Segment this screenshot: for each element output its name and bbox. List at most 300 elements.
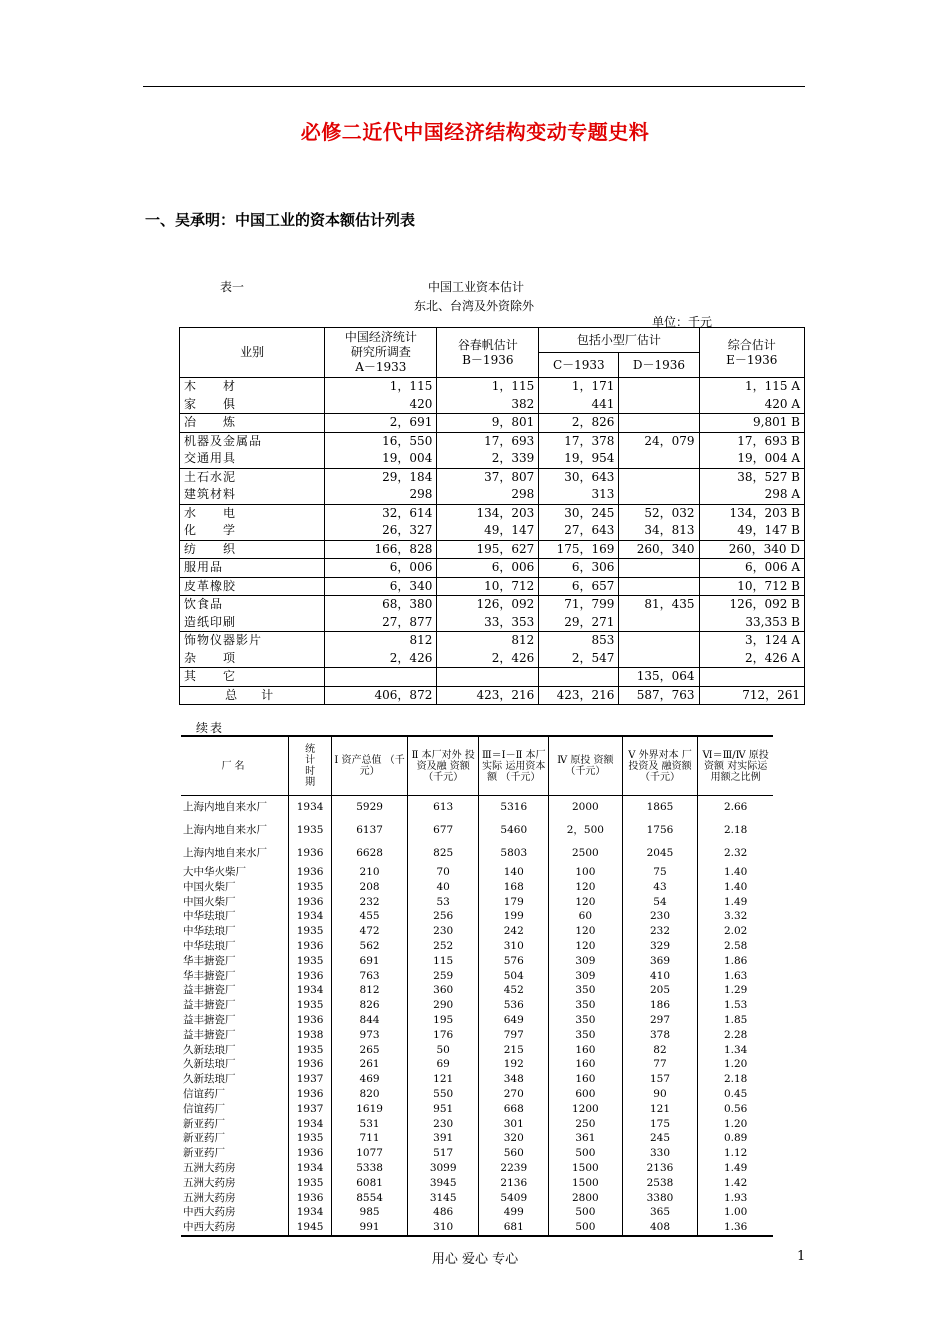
- cell-year: 1936: [288, 1013, 331, 1028]
- table-row: [180, 486, 805, 504]
- cell-c: 71，799: [539, 596, 619, 614]
- cell-c: 6，306: [539, 559, 619, 578]
- cell-year: 1935: [288, 1176, 331, 1191]
- header-vi: Ⅵ＝Ⅲ/Ⅳ 原投资额 对实际运 用额之比例: [698, 736, 773, 796]
- cell-b: 382: [437, 396, 539, 414]
- cell-d: [619, 378, 699, 396]
- cell-year: 1935: [288, 998, 331, 1013]
- cell-iv: 500: [549, 1146, 623, 1161]
- cell-iv: 160: [549, 1072, 623, 1087]
- cell-v: 175: [622, 1117, 698, 1132]
- cell-name: 家 俱: [180, 396, 325, 414]
- cell-name: 造纸印刷: [180, 614, 325, 632]
- cell-year: 1934: [288, 983, 331, 998]
- cell-d: 34，813: [619, 522, 699, 540]
- cell-i: 991: [332, 1220, 408, 1236]
- cell-vi: 3.32: [698, 909, 773, 924]
- cell-name: 纺 织: [180, 540, 325, 559]
- cell-iv: 1500: [549, 1176, 623, 1191]
- cell-iv: 350: [549, 1028, 623, 1043]
- cell-b: 423，216: [437, 686, 539, 705]
- table-row: [180, 596, 805, 614]
- cell-d: [619, 577, 699, 596]
- table-row: [180, 686, 805, 705]
- cell-v: 297: [622, 1013, 698, 1028]
- cell-ii: 230: [407, 924, 479, 939]
- cell-year: 1934: [288, 1161, 331, 1176]
- cell-c: 29，271: [539, 614, 619, 632]
- cell-b: 134，203: [437, 504, 539, 522]
- cell-year: 1936: [288, 939, 331, 954]
- cell-iii: 192: [479, 1057, 549, 1072]
- cell-iii: 668: [479, 1102, 549, 1117]
- cell-i: 1619: [332, 1102, 408, 1117]
- cell-d: 260，340: [619, 540, 699, 559]
- header-industry: 业别: [180, 328, 325, 378]
- cell-name: 信谊药厂: [183, 1102, 225, 1115]
- cell-name: 其 它: [180, 668, 325, 687]
- cell-d: 135，064: [619, 668, 699, 687]
- cell-year: 1945: [288, 1220, 331, 1236]
- cell-a: 2，691: [325, 414, 437, 433]
- cell-name: 中国火柴厂: [183, 895, 236, 908]
- table-row: [181, 1220, 773, 1236]
- cell-i: 455: [332, 909, 408, 924]
- cell-d: [619, 559, 699, 578]
- header-c: C－1933: [539, 353, 619, 378]
- cell-iii: 504: [479, 969, 549, 984]
- cell-iv: 250: [549, 1117, 623, 1132]
- cell-ii: 517: [407, 1146, 479, 1161]
- cell-iii: 797: [479, 1028, 549, 1043]
- cell-iii: 681: [479, 1220, 549, 1236]
- cell-name: 上海内地自来水厂: [183, 801, 267, 814]
- cell-iv: 2000: [549, 796, 623, 820]
- cell-v: 232: [622, 924, 698, 939]
- cell-vi: 0.56: [698, 1102, 773, 1117]
- cell-name: 中华珐琅厂: [183, 925, 236, 938]
- cell-b: 6，006: [437, 559, 539, 578]
- cell-ii: 310: [407, 1220, 479, 1236]
- cell-c: 441: [539, 396, 619, 414]
- table-row: [181, 1146, 773, 1161]
- cell-year: 1934: [288, 1205, 331, 1220]
- cell-year: 1936: [288, 895, 331, 910]
- table-row: [180, 650, 805, 668]
- cell-vi: 1.63: [698, 969, 773, 984]
- cell-c: 30，245: [539, 504, 619, 522]
- factory-capital-table: [181, 735, 773, 1237]
- cell-e: [699, 668, 804, 687]
- cell-name: 五洲大药房: [183, 1176, 236, 1189]
- cell-v: 369: [622, 954, 698, 969]
- cell-i: 6081: [332, 1176, 408, 1191]
- cell-iii: 270: [479, 1087, 549, 1102]
- cell-b: 37，807: [437, 468, 539, 486]
- cell-vi: 2.66: [698, 796, 773, 820]
- cell-iv: 309: [549, 954, 623, 969]
- cell-i: 711: [332, 1131, 408, 1146]
- cell-vi: 0.89: [698, 1131, 773, 1146]
- cell-name: 饮食品: [180, 596, 325, 614]
- cell-d: [619, 468, 699, 486]
- cell-b: 10，712: [437, 577, 539, 596]
- table-row: [181, 1176, 773, 1191]
- cell-iii: 560: [479, 1146, 549, 1161]
- cell-v: 2136: [622, 1161, 698, 1176]
- cell-name: 中华珐琅厂: [183, 910, 236, 923]
- cell-i: 691: [332, 954, 408, 969]
- table-row: [181, 880, 773, 895]
- cell-name: 久新珐琅厂: [183, 1058, 236, 1071]
- cell-d: 81，435: [619, 596, 699, 614]
- cell-vi: 2.18: [698, 1072, 773, 1087]
- cell-year: 1935: [288, 1131, 331, 1146]
- cell-b: 298: [437, 486, 539, 504]
- table-row: [181, 983, 773, 998]
- cell-e: 1，115 A: [699, 378, 804, 396]
- header-rule: [143, 86, 805, 87]
- cell-year: 1936: [288, 1057, 331, 1072]
- cell-name: 五洲大药房: [183, 1161, 236, 1174]
- cell-e: 3，124 A: [699, 632, 804, 650]
- cell-iv: 2500: [549, 842, 623, 865]
- cell-c: 30，643: [539, 468, 619, 486]
- cell-year: 1938: [288, 1028, 331, 1043]
- cell-year: 1935: [288, 1043, 331, 1058]
- cell-i: 985: [332, 1205, 408, 1220]
- cell-ii: 50: [407, 1043, 479, 1058]
- cell-b: 812: [437, 632, 539, 650]
- cell-name: 久新珐琅厂: [183, 1073, 236, 1086]
- cell-year: 1934: [288, 796, 331, 820]
- cell-vi: 1.12: [698, 1146, 773, 1161]
- cell-v: 365: [622, 1205, 698, 1220]
- cell-iii: 310: [479, 939, 549, 954]
- cell-ii: 825: [407, 842, 479, 865]
- cell-iii: 649: [479, 1013, 549, 1028]
- cell-v: 1756: [622, 819, 698, 842]
- cell-v: 230: [622, 909, 698, 924]
- cell-ii: 121: [407, 1072, 479, 1087]
- table-row: [181, 1161, 773, 1176]
- table-row: [181, 939, 773, 954]
- cell-e: 17，693 B: [699, 432, 804, 450]
- cell-a: 406，872: [325, 686, 437, 705]
- cell-a: 166，828: [325, 540, 437, 559]
- cell-i: 232: [332, 895, 408, 910]
- cell-e: 9,801 B: [699, 414, 804, 433]
- header-b: 谷春帆估计 B－1936: [437, 328, 539, 378]
- header-v: Ⅴ 外界对本 厂投资及 融资额 （千元）: [622, 736, 698, 796]
- cell-name: 华丰搪瓷厂: [183, 954, 236, 967]
- cell-e: 6，006 A: [699, 559, 804, 578]
- cell-iii: 215: [479, 1043, 549, 1058]
- table2-body: [181, 796, 773, 1236]
- table-row: [181, 1102, 773, 1117]
- cell-a: 6，340: [325, 577, 437, 596]
- cell-name: 化 学: [180, 522, 325, 540]
- table-row: [181, 895, 773, 910]
- cell-name: 新亚药厂: [183, 1147, 225, 1160]
- cell-v: 75: [622, 865, 698, 880]
- table-row: [181, 954, 773, 969]
- cell-vi: 1.36: [698, 1220, 773, 1236]
- cell-year: 1936: [288, 969, 331, 984]
- cell-year: 1936: [288, 1191, 331, 1206]
- cell-v: 329: [622, 939, 698, 954]
- cell-b: 17，693: [437, 432, 539, 450]
- cell-vi: 1.53: [698, 998, 773, 1013]
- table1-title: 中国工业资本估计: [428, 280, 525, 294]
- cell-iii: 499: [479, 1205, 549, 1220]
- cell-year: 1935: [288, 819, 331, 842]
- table-row: [181, 1013, 773, 1028]
- header-iv: Ⅳ 原投 资额 （千元）: [549, 736, 623, 796]
- cell-v: 1865: [622, 796, 698, 820]
- cell-iii: 179: [479, 895, 549, 910]
- cell-name: 总 计: [180, 686, 325, 705]
- table-row: [181, 1043, 773, 1058]
- cell-b: [437, 668, 539, 687]
- cell-b: 1，115: [437, 378, 539, 396]
- cell-year: 1934: [288, 909, 331, 924]
- cell-iii: 452: [479, 983, 549, 998]
- cell-year: 1935: [288, 924, 331, 939]
- cell-iv: 350: [549, 983, 623, 998]
- cell-e: 260，340 D: [699, 540, 804, 559]
- cell-iii: 348: [479, 1072, 549, 1087]
- cell-v: 54: [622, 895, 698, 910]
- cell-name: 上海内地自来水厂: [183, 847, 267, 860]
- footer-text: 用心 爱心 专心: [431, 1252, 519, 1267]
- table-row: [181, 909, 773, 924]
- cell-iii: 320: [479, 1131, 549, 1146]
- cell-name: 机器及金属品: [180, 432, 325, 450]
- cell-name: 木 材: [180, 378, 325, 396]
- cell-vi: 0.45: [698, 1087, 773, 1102]
- table-row: [180, 614, 805, 632]
- cell-i: 261: [332, 1057, 408, 1072]
- cell-c: 27，643: [539, 522, 619, 540]
- cell-ii: 252: [407, 939, 479, 954]
- cell-iv: 309: [549, 969, 623, 984]
- cell-name: 中西大药房: [183, 1206, 236, 1219]
- cell-e: 298 A: [699, 486, 804, 504]
- table-row: [181, 796, 773, 820]
- cell-v: 2538: [622, 1176, 698, 1191]
- cell-i: 6137: [332, 819, 408, 842]
- cell-year: 1937: [288, 1102, 331, 1117]
- cell-a: [325, 668, 437, 687]
- cell-c: 423，216: [539, 686, 619, 705]
- table-row: [180, 378, 805, 396]
- header-cd-group: 包括小型厂估计: [539, 328, 699, 353]
- cell-ii: 3945: [407, 1176, 479, 1191]
- cell-name: 皮革橡胶: [180, 577, 325, 596]
- cell-e: 49，147 B: [699, 522, 804, 540]
- cell-vi: 1.29: [698, 983, 773, 998]
- table-row: [181, 842, 773, 865]
- cell-i: 469: [332, 1072, 408, 1087]
- cell-year: 1936: [288, 842, 331, 865]
- cell-ii: 115: [407, 954, 479, 969]
- cell-a: 2，426: [325, 650, 437, 668]
- header-period: 统计时期: [288, 736, 331, 796]
- cell-e: 2，426 A: [699, 650, 804, 668]
- cell-v: 408: [622, 1220, 698, 1236]
- cell-vi: 1.20: [698, 1057, 773, 1072]
- cell-vi: 1.86: [698, 954, 773, 969]
- table-row: [180, 577, 805, 596]
- cell-name: 服用品: [180, 559, 325, 578]
- header-e: 综合估计 E－1936: [699, 328, 804, 378]
- cell-ii: 40: [407, 880, 479, 895]
- cell-b: 195，627: [437, 540, 539, 559]
- cell-v: 90: [622, 1087, 698, 1102]
- cell-vi: 2.02: [698, 924, 773, 939]
- cell-c: 2，547: [539, 650, 619, 668]
- cell-d: 24，079: [619, 432, 699, 450]
- cell-i: 1077: [332, 1146, 408, 1161]
- cell-vi: 1.20: [698, 1117, 773, 1132]
- cell-name: 饰物仪器影片: [180, 632, 325, 650]
- table-row: [181, 1131, 773, 1146]
- cell-iv: 2，500: [549, 819, 623, 842]
- document-title: 必修二近代中国经济结构变动专题史料: [300, 120, 650, 144]
- cell-iv: 100: [549, 865, 623, 880]
- cell-d: 587，763: [619, 686, 699, 705]
- cell-iv: 1200: [549, 1102, 623, 1117]
- cell-ii: 3145: [407, 1191, 479, 1206]
- cell-name: 华丰搪瓷厂: [183, 969, 236, 982]
- cell-year: 1935: [288, 954, 331, 969]
- cell-vi: 1.00: [698, 1205, 773, 1220]
- cell-i: 562: [332, 939, 408, 954]
- table-row: [180, 396, 805, 414]
- cell-ii: 230: [407, 1117, 479, 1132]
- cell-name: 益丰搪瓷厂: [183, 1013, 236, 1026]
- cell-a: 19，004: [325, 450, 437, 468]
- cell-b: 9，801: [437, 414, 539, 433]
- cell-iv: 350: [549, 998, 623, 1013]
- cell-iii: 242: [479, 924, 549, 939]
- cell-vi: 1.42: [698, 1176, 773, 1191]
- cell-name: 信谊药厂: [183, 1087, 225, 1100]
- cell-vi: 1.49: [698, 1161, 773, 1176]
- cell-a: 27，877: [325, 614, 437, 632]
- cell-year: 1935: [288, 880, 331, 895]
- cell-d: [619, 396, 699, 414]
- cell-iii: 168: [479, 880, 549, 895]
- cell-b: 2，426: [437, 650, 539, 668]
- table-row: [181, 865, 773, 880]
- cell-ii: 3099: [407, 1161, 479, 1176]
- cell-ii: 256: [407, 909, 479, 924]
- cell-i: 472: [332, 924, 408, 939]
- cell-b: 49，147: [437, 522, 539, 540]
- cell-name: 建筑材料: [180, 486, 325, 504]
- header-i: Ⅰ 资产总值 （千元）: [332, 736, 408, 796]
- cell-ii: 613: [407, 796, 479, 820]
- cell-ii: 391: [407, 1131, 479, 1146]
- cell-e: 420 A: [699, 396, 804, 414]
- cell-c: 2，826: [539, 414, 619, 433]
- cell-ii: 290: [407, 998, 479, 1013]
- cell-v: 77: [622, 1057, 698, 1072]
- cell-iv: 120: [549, 895, 623, 910]
- cell-name: 久新珐琅厂: [183, 1043, 236, 1056]
- cell-v: 410: [622, 969, 698, 984]
- cell-v: 3380: [622, 1191, 698, 1206]
- cell-name: 益丰搪瓷厂: [183, 1028, 236, 1041]
- cell-v: 245: [622, 1131, 698, 1146]
- table-row: [181, 819, 773, 842]
- cell-name: 冶 炼: [180, 414, 325, 433]
- cell-a: 32，614: [325, 504, 437, 522]
- cell-name: 大中华火柴厂: [183, 866, 246, 878]
- cell-ii: 259: [407, 969, 479, 984]
- cell-a: 298: [325, 486, 437, 504]
- cell-iii: 5803: [479, 842, 549, 865]
- cell-iii: 199: [479, 909, 549, 924]
- cell-i: 6628: [332, 842, 408, 865]
- cell-year: 1936: [288, 865, 331, 880]
- cell-name: 益丰搪瓷厂: [183, 999, 236, 1012]
- table-row: [180, 414, 805, 433]
- table-row: [181, 969, 773, 984]
- cell-iii: 576: [479, 954, 549, 969]
- cell-iii: 2239: [479, 1161, 549, 1176]
- cell-iii: 2136: [479, 1176, 549, 1191]
- cell-name: 新亚药厂: [183, 1132, 225, 1145]
- cell-i: 763: [332, 969, 408, 984]
- cell-year: 1934: [288, 1117, 331, 1132]
- cell-i: 973: [332, 1028, 408, 1043]
- cell-name: 新亚药厂: [183, 1117, 225, 1130]
- cell-a: 812: [325, 632, 437, 650]
- cell-b: 126，092: [437, 596, 539, 614]
- cell-a: 16，550: [325, 432, 437, 450]
- section-heading: 一、吴承明：中国工业的资本额估计列表: [145, 211, 416, 229]
- cell-vi: 2.32: [698, 842, 773, 865]
- table-row: [180, 522, 805, 540]
- cell-iv: 1500: [549, 1161, 623, 1176]
- cell-e: 712，261: [699, 686, 804, 705]
- table-row: [180, 632, 805, 650]
- cell-i: 208: [332, 880, 408, 895]
- cell-d: [619, 414, 699, 433]
- cell-vi: 1.49: [698, 895, 773, 910]
- table-row: [181, 924, 773, 939]
- cell-i: 265: [332, 1043, 408, 1058]
- cell-b: 33，353: [437, 614, 539, 632]
- cell-v: 121: [622, 1102, 698, 1117]
- cell-name: 益丰搪瓷厂: [183, 984, 236, 997]
- cell-vi: 2.58: [698, 939, 773, 954]
- cell-v: 157: [622, 1072, 698, 1087]
- header-a: 中国经济统计 研究所调查 A－1933: [325, 328, 437, 378]
- cell-a: 6，006: [325, 559, 437, 578]
- header-iii: Ⅲ＝Ⅰ－Ⅱ 本厂实际 运用资本 额 （千元）: [479, 736, 549, 796]
- cell-i: 812: [332, 983, 408, 998]
- cell-v: 2045: [622, 842, 698, 865]
- cell-ii: 677: [407, 819, 479, 842]
- table1-unit: 单位：千元: [652, 315, 713, 329]
- cell-i: 826: [332, 998, 408, 1013]
- cell-e: 19，004 A: [699, 450, 804, 468]
- table-row: [180, 540, 805, 559]
